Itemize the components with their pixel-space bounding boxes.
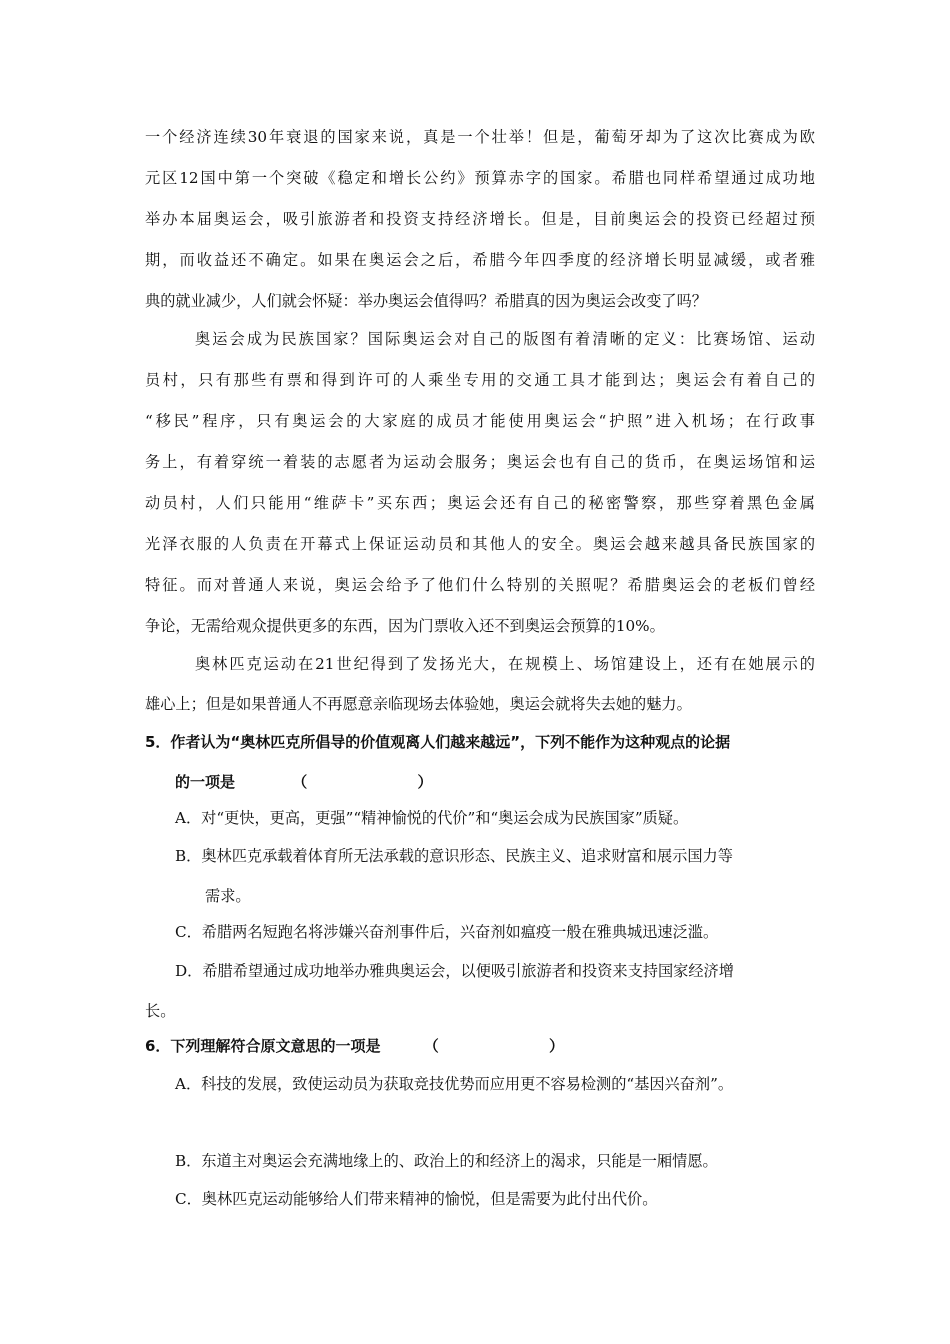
passage-line: 动员村，人们只能用“维萨卡”买东西；奥运会还有自己的秘密警察，那些穿着黑色金属 (145, 494, 815, 512)
passage-line: 一个经济连续30年衰退的国家来说，真是一个壮举！但是，葡萄牙却为了这次比赛成为欧 (145, 128, 815, 146)
question-5-option-d: D．希腊希望通过成功地举办雅典奥运会，以便吸引旅游者和投资来支持国家经济增 (175, 962, 734, 980)
passage-line: 务上，有着穿统一着装的志愿者为运动会服务；奥运会也有自己的货币，在奥运场馆和运 (145, 453, 815, 471)
answer-paren-open: （ (292, 773, 308, 791)
question-5-option-c: C．希腊两名短跑名将涉嫌兴奋剂事件后，兴奋剂如瘟疫一般在雅典城迅速泛滥。 (175, 923, 719, 941)
answer-paren-close: ） (417, 773, 433, 791)
passage-line: 奥运会成为民族国家？国际奥运会对自己的版图有着清晰的定义：比赛场馆、运动 (195, 330, 815, 348)
question-5-option-b: B．奥林匹克承载着体育所无法承载的意识形态、民族主义、追求财富和展示国力等 (175, 847, 733, 865)
passage-line: 特征。而对普通人来说，奥运会给予了他们什么特别的关照呢？希腊奥运会的老板们曾经 (145, 576, 815, 594)
passage-line: 奥林匹克运动在21世纪得到了发扬光大，在规模上、场馆建设上，还有在她展示的 (195, 655, 815, 673)
question-5-stem-cont (175, 772, 815, 792)
question-5-stem: 5．作者认为“奥林匹克所倡导的价值观离人们越来越远”，下列不能作为这种观点的论据 (145, 733, 731, 751)
passage-line: 举办本届奥运会，吸引旅游者和投资支持经济增长。但是，目前奥运会的投资已经超过预 (145, 210, 815, 228)
question-6-stem-row (145, 1036, 815, 1056)
passage-line: 典的就业减少，人们就会怀疑：举办奥运会值得吗？希腊真的因为奥运会改变了吗？ (145, 292, 707, 310)
question-5-option-d-cont: 长。 (145, 1002, 176, 1020)
question-5-option-b-cont: 需求。 (205, 887, 251, 905)
question-5-option-a: A．对“更快，更高，更强”“精神愉悦的代价”和“奥运会成为民族国家”质疑。 (175, 809, 689, 827)
passage-line: “移民”程序，只有奥运会的大家庭的成员才能使用奥运会“护照”进入机场；在行政事 (145, 412, 815, 430)
passage-line: 雄心上；但是如果普通人不再愿意亲临现场去体验她，奥运会就将失去她的魅力。 (145, 695, 692, 713)
question-6-option-a: A．科技的发展，致使运动员为获取竞技优势而应用更不容易检测的“基因兴奋剂”。 (175, 1075, 734, 1093)
answer-paren-close: ） (548, 1037, 564, 1055)
passage-line: 期，而收益还不确定。如果在奥运会之后，希腊今年四季度的经济增长明显减缓，或者雅 (145, 251, 815, 269)
question-5-stem-tail: 的一项是 (175, 773, 236, 791)
question-6-option-c: C．奥林匹克运动能够给人们带来精神的愉悦，但是需要为此付出代价。 (175, 1190, 658, 1208)
question-6-stem: 6．下列理解符合原文意思的一项是 (145, 1037, 381, 1055)
passage-line: 争论，无需给观众提供更多的东西，因为门票收入还不到奥运会预算的10%。 (145, 617, 665, 635)
passage-line: 元区12国中第一个突破《稳定和增长公约》预算赤字的国家。希腊也同样希望通过成功地 (145, 169, 815, 187)
question-6-option-b: B．东道主对奥运会充满地缘上的、政治上的和经济上的渴求，只能是一厢情愿。 (175, 1152, 718, 1170)
answer-paren-open: （ (423, 1037, 439, 1055)
passage-line: 员村，只有那些有票和得到许可的人乘坐专用的交通工具才能到达；奥运会有着自己的 (145, 371, 815, 389)
passage-line: 光泽衣服的人负责在开幕式上保证运动员和其他人的安全。奥运会越来越具备民族国家的 (145, 535, 815, 553)
